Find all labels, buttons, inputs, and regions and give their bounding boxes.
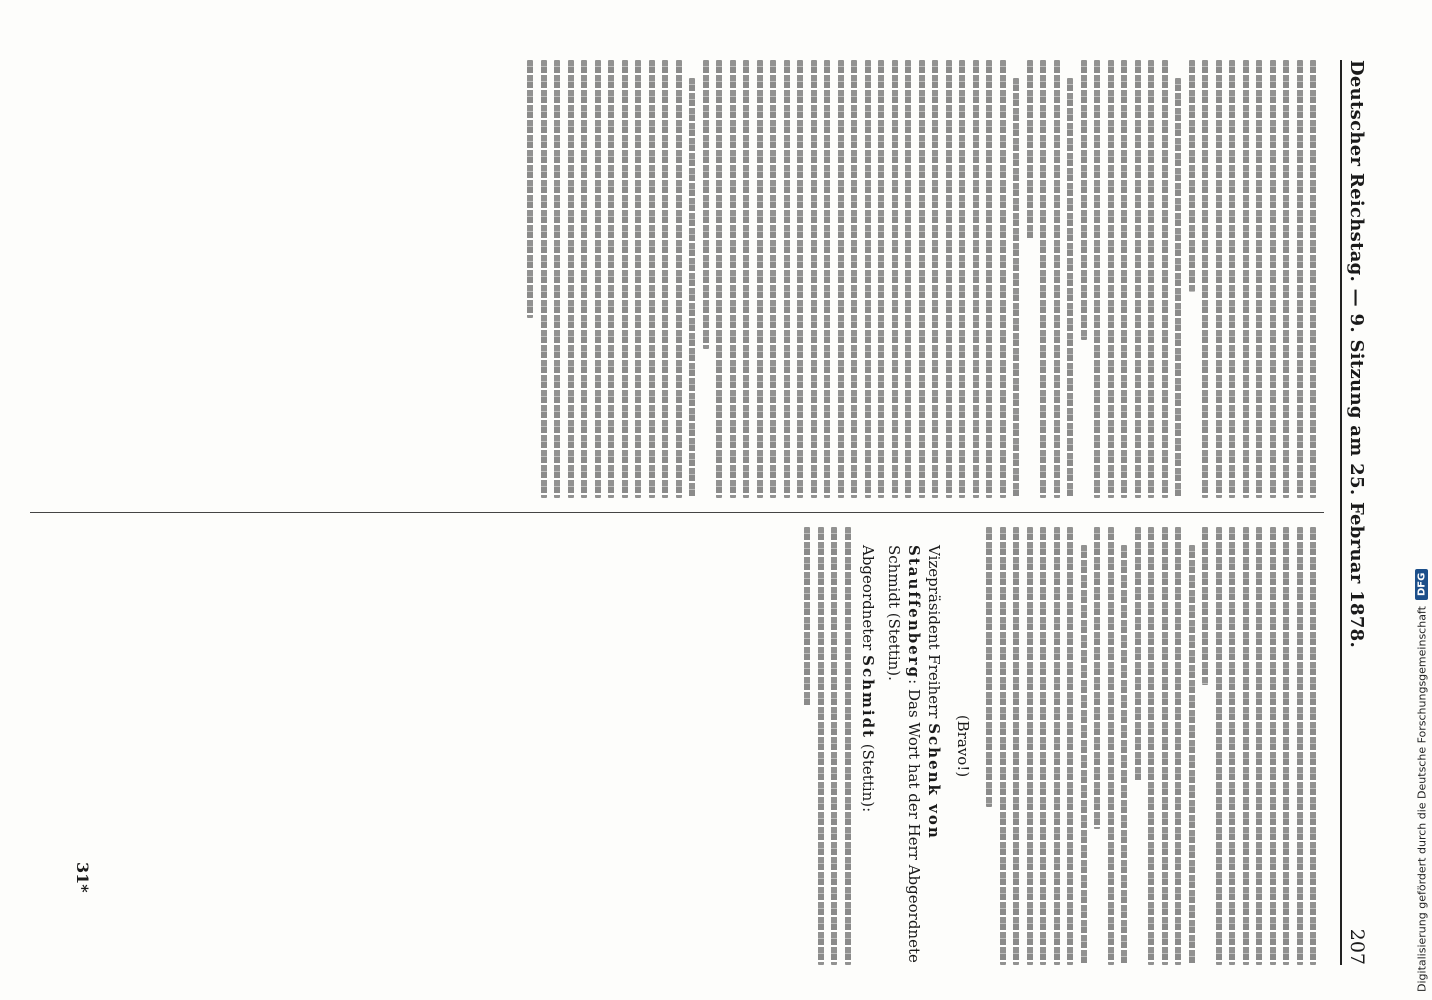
- unreadable-text-line: [1243, 527, 1249, 965]
- unreadable-text-line: [1108, 60, 1114, 498]
- paragraph: [1095, 527, 1128, 965]
- paragraph: [987, 527, 1088, 965]
- unreadable-text-line: [1176, 78, 1182, 498]
- speaker-line: [859, 545, 879, 965]
- digitization-note-text: Digitalisierung gefördert durch die Deutsche Forschungsgemeinschaft: [1415, 606, 1429, 992]
- unreadable-text-line: [717, 60, 723, 498]
- unreadable-text-line: [1189, 545, 1195, 965]
- unreadable-text-line: [798, 60, 804, 498]
- column-divider: [30, 512, 1324, 513]
- unreadable-text-line: [1108, 527, 1114, 965]
- unreadable-text-line: [946, 60, 952, 498]
- unreadable-text-line: [730, 60, 736, 498]
- paragraph: [528, 60, 696, 498]
- digitization-note: [1414, 8, 1430, 992]
- unreadable-text-line: [676, 60, 682, 498]
- unreadable-text-line: [1270, 60, 1276, 498]
- paragraph: [703, 60, 1020, 498]
- interjection: (Bravo!): [954, 714, 973, 778]
- unreadable-text-line: [609, 60, 615, 498]
- page-header: [1340, 60, 1370, 965]
- unreadable-text-line: [1230, 527, 1236, 965]
- paragraph: [1027, 60, 1074, 498]
- unreadable-text-line: [1203, 527, 1209, 685]
- unreadable-text-line: [1122, 60, 1128, 498]
- unreadable-text-line: [933, 60, 939, 498]
- unreadable-text-line: [1068, 78, 1074, 498]
- unreadable-text-line: [1311, 527, 1317, 965]
- speaker-line: [885, 545, 945, 965]
- text-column-left: [30, 60, 1324, 498]
- unreadable-text-line: [541, 60, 547, 498]
- unreadable-text-line: [1284, 60, 1290, 498]
- unreadable-text-line: [832, 527, 838, 965]
- unreadable-text-line: [1230, 60, 1236, 498]
- unreadable-text-line: [1095, 527, 1101, 829]
- unreadable-text-line: [1189, 60, 1195, 292]
- running-head: Deutscher Reichstag. — 9. Sitzung am 25. Februar 1878.: [1346, 60, 1367, 649]
- unreadable-text-line: [1135, 60, 1141, 498]
- unreadable-text-line: [879, 60, 885, 498]
- unreadable-text-line: [1257, 60, 1263, 498]
- unreadable-text-line: [906, 60, 912, 498]
- text-column-right: [30, 527, 1324, 965]
- unreadable-text-line: [1176, 527, 1182, 965]
- unreadable-text-line: [852, 60, 858, 498]
- unreadable-text-line: [973, 60, 979, 498]
- unreadable-text-line: [1216, 527, 1222, 965]
- dfg-logo-icon: DFG: [1416, 569, 1429, 600]
- unreadable-text-line: [838, 60, 844, 498]
- unreadable-text-line: [1243, 60, 1249, 498]
- unreadable-text-line: [663, 60, 669, 498]
- unreadable-text-line: [1297, 527, 1303, 965]
- unreadable-text-line: [622, 60, 628, 498]
- speaker-name: Schmidt: [859, 655, 878, 739]
- unreadable-text-line: [1095, 60, 1101, 498]
- speaker-name: Schenk von Stauffenberg: [905, 545, 944, 840]
- unreadable-text-line: [1081, 60, 1087, 340]
- unreadable-text-line: [555, 60, 561, 498]
- unreadable-text-line: [1054, 527, 1060, 965]
- unreadable-text-line: [1162, 60, 1168, 498]
- unreadable-text-line: [1000, 527, 1006, 965]
- unreadable-text-line: [1216, 60, 1222, 498]
- paragraph: [805, 527, 852, 965]
- paragraph: [1203, 527, 1317, 965]
- unreadable-text-line: [1284, 527, 1290, 965]
- unreadable-text-line: [818, 527, 824, 965]
- unreadable-text-line: [892, 60, 898, 498]
- unreadable-text-line: [1027, 527, 1033, 965]
- unreadable-text-line: [1014, 78, 1020, 498]
- unreadable-text-line: [690, 78, 696, 498]
- unreadable-text-line: [1081, 545, 1087, 965]
- unreadable-text-line: [919, 60, 925, 498]
- unreadable-text-line: [1014, 527, 1020, 965]
- unreadable-text-line: [1122, 545, 1128, 965]
- unreadable-text-line: [805, 527, 811, 707]
- unreadable-text-line: [582, 60, 588, 498]
- unreadable-text-line: [1149, 527, 1155, 965]
- unreadable-text-line: [987, 60, 993, 498]
- unreadable-text-line: [1257, 527, 1263, 965]
- unreadable-text-line: [1041, 60, 1047, 498]
- unreadable-text-line: [960, 60, 966, 498]
- unreadable-text-line: [1203, 60, 1209, 498]
- page-number: 207: [1346, 928, 1368, 965]
- unreadable-text-line: [811, 60, 817, 498]
- unreadable-text-line: [649, 60, 655, 498]
- unreadable-text-line: [1041, 527, 1047, 965]
- unreadable-text-line: [1027, 60, 1033, 240]
- unreadable-text-line: [1149, 60, 1155, 498]
- unreadable-text-line: [703, 60, 709, 349]
- unreadable-text-line: [784, 60, 790, 498]
- unreadable-text-line: [595, 60, 601, 498]
- unreadable-text-line: [636, 60, 642, 498]
- unreadable-text-line: [744, 60, 750, 498]
- unreadable-text-line: [845, 527, 851, 965]
- speaker-label: Vizepräsident Freiherr: [925, 545, 944, 719]
- unreadable-text-line: [865, 60, 871, 498]
- speaker-label: Abgeordneter: [859, 545, 878, 651]
- paragraph: [1135, 527, 1195, 965]
- unreadable-text-line: [987, 527, 993, 807]
- unreadable-text-line: [1135, 527, 1141, 781]
- unreadable-text-line: [757, 60, 763, 498]
- unreadable-text-line: [1068, 527, 1074, 965]
- unreadable-text-line: [1000, 60, 1006, 498]
- speaker-suffix: (Stettin):: [859, 738, 878, 813]
- speaker-suffix: : Das Wort hat der Herr Abgeordnete Schmidt (Stettin).: [885, 545, 924, 963]
- unreadable-text-line: [771, 60, 777, 498]
- unreadable-text-line: [1162, 527, 1168, 965]
- unreadable-text-line: [825, 60, 831, 498]
- unreadable-text-line: [568, 60, 574, 498]
- paragraph: [1189, 60, 1317, 498]
- unreadable-text-line: [1054, 60, 1060, 498]
- unreadable-text-line: [1270, 527, 1276, 965]
- unreadable-text-line: [528, 60, 534, 318]
- unreadable-text-line: [1297, 60, 1303, 498]
- unreadable-text-line: [1311, 60, 1317, 498]
- paragraph: [1081, 60, 1182, 498]
- signature-mark: 31*: [73, 862, 92, 893]
